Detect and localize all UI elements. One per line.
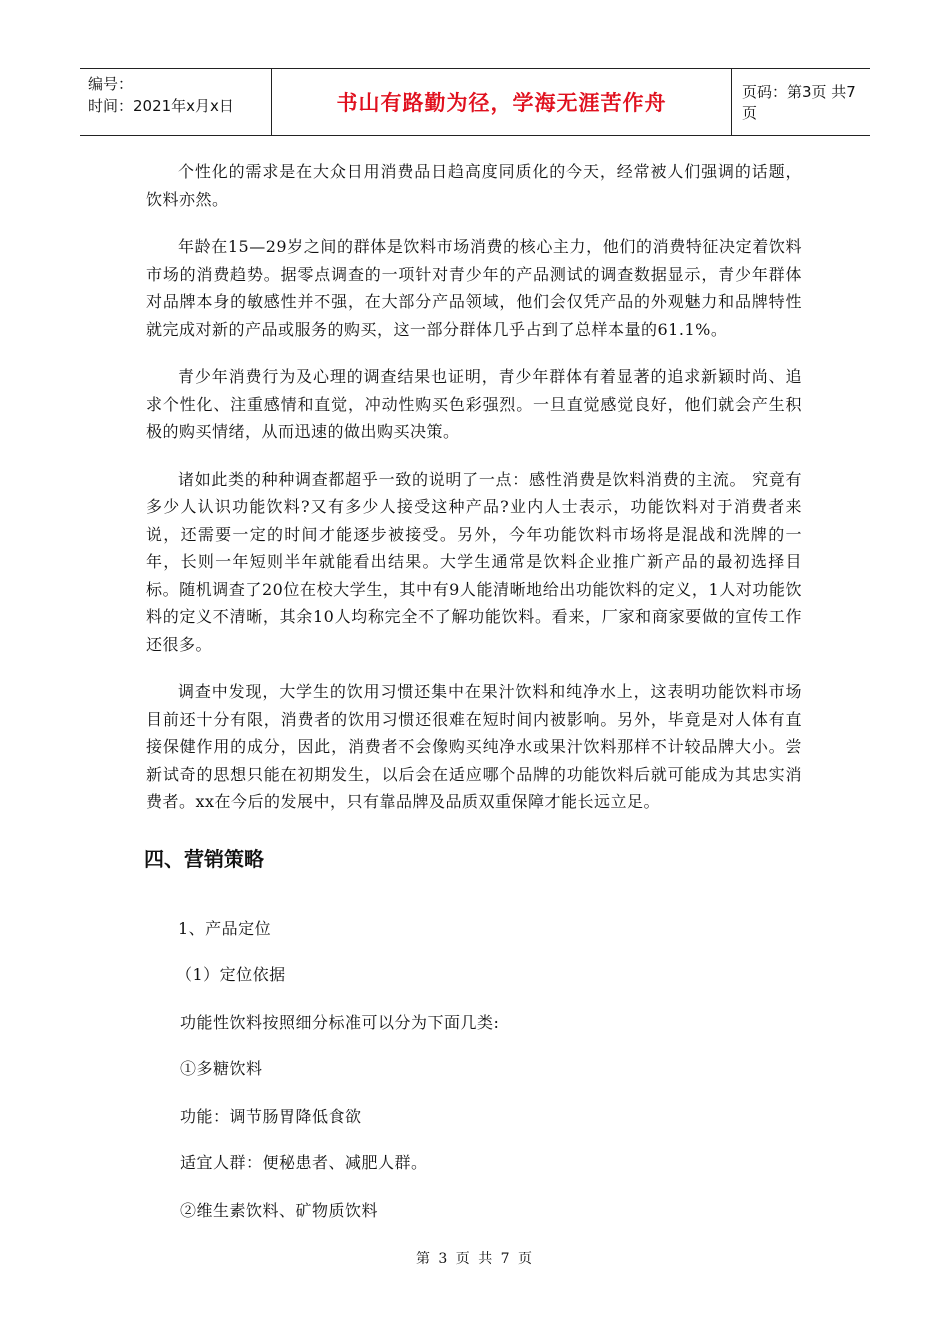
item-positioning-basis: （1）定位依据 <box>176 965 286 984</box>
item-classification-intro: 功能性饮料按照细分标准可以分为下面几类: <box>180 1013 500 1032</box>
item-type-1-audience: 适宜人群：便秘患者、减肥人群。 <box>180 1153 428 1172</box>
paragraph-1: 个性化的需求是在大众日用消费品日趋高度同质化的今天，经常被人们强调的话题，饮料亦然。 <box>146 162 802 209</box>
document-body <box>144 158 802 1220</box>
page-header <box>80 68 870 136</box>
item-product-positioning: 1、产品定位 <box>178 919 272 938</box>
section-heading: 四、营销策略 <box>144 846 264 871</box>
item-type-1: ①多糖饮料 <box>180 1059 263 1078</box>
item-type-2: ②维生素饮料、矿物质饮料 <box>180 1201 379 1220</box>
page-footer: 第 3 页 共 7 页 <box>415 1251 535 1267</box>
document-number-label: 编号： <box>88 75 134 93</box>
header-motto: 书山有路勤为径，学海无涯苦作舟 <box>272 69 732 135</box>
header-page-info: 页码：第3页 共7页 <box>742 83 856 122</box>
paragraph-4: 诸如此类的种种调查都超乎一致的说明了一点：感性消费是饮料消费的主流。 究竟有多少人认识功能饮料?又有多少人接受这种产品?业内人士表示，功能饮料对于消费者来说，还需要一定的时间才能逐步被接受。另外，今年功能饮料市场将是混战和洗牌的一年，长则一年短则半年就能看出结果。大学生通常是饮料企业推广新产品的最初选择目标。随机调查了20位在校大学生，其中有9人能清晰地给出功能饮料的定义，1人对功能饮料的定义不清晰，其余10人均称完全不了解功能饮料。看来，厂家和商家要做的宣传工作还很多。 <box>146 469 802 654</box>
paragraph-2: 年龄在15—29岁之间的群体是饮料市场消费的核心主力，他们的消费特征决定着饮料市场的消费趋势。据零点调查的一项针对青少年的产品测试的调查数据显示，青少年群体对品牌本身的敏感性并不强，在大部分产品领域，他们会仅凭产品的外观魅力和品牌特性就完成对新的产品或服务的购买，这一部分群体几乎占到了总样本量的61.1%。 <box>146 237 802 339</box>
document-date: 时间：2021年x月x日 <box>88 97 234 115</box>
item-type-1-function: 功能：调节肠胃降低食欲 <box>180 1107 362 1126</box>
paragraph-3: 青少年消费行为及心理的调查结果也证明，青少年群体有着显著的追求新颖时尚、追求个性化、注重感情和直觉，冲动性购买色彩强烈。一旦直觉感觉良好，他们就会产生积极的购买情绪，从而迅速的做出购买决策。 <box>146 367 802 441</box>
paragraph-5: 调查中发现，大学生的饮用习惯还集中在果汁饮料和纯净水上，这表明功能饮料市场目前还十分有限，消费者的饮用习惯还很难在短时间内被影响。另外，毕竟是对人体有直接保健作用的成分，因此，消费者不会像购买纯净水或果汁饮料那样不计较品牌大小。尝新试奇的思想只能在初期发生，以后会在适应哪个品牌的功能饮料后就可能成为其忠实消费者。xx在今后的发展中，只有靠品牌及品质双重保障才能长远立足。 <box>146 682 802 811</box>
header-meta <box>80 69 272 135</box>
